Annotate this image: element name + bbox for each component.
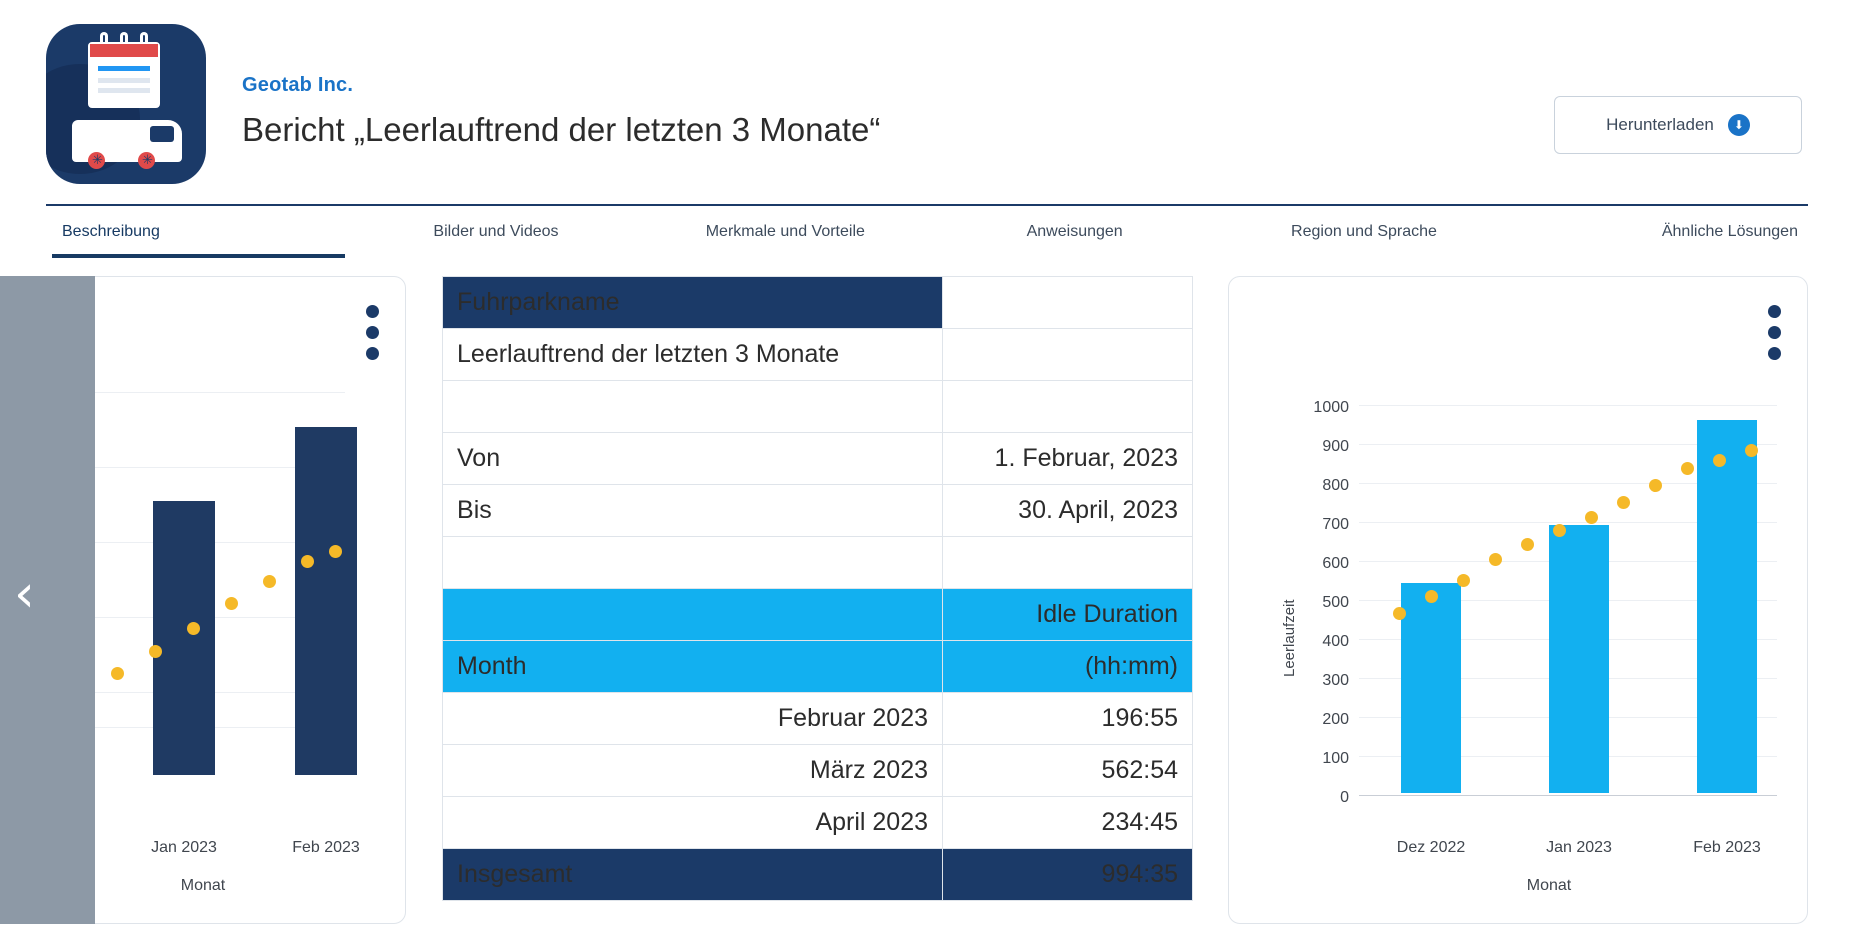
y-tick: 500 xyxy=(1322,594,1350,611)
x-axis-label: Dez 2022 xyxy=(1396,839,1466,856)
x-axis-label: Jan 2023 xyxy=(1546,839,1612,856)
y-tick: 400 xyxy=(1322,633,1350,650)
tab-bar xyxy=(46,204,1808,258)
metric-header-empty xyxy=(443,589,943,641)
trend-point xyxy=(1425,590,1438,603)
calendar-line xyxy=(98,78,150,83)
tab-label: Merkmale und Vorteile xyxy=(705,223,865,240)
table-row xyxy=(443,745,1193,797)
tab-beschreibung[interactable] xyxy=(46,206,351,258)
report-name-link[interactable]: Leerlauftrend der letzten 3 Monate xyxy=(443,329,943,381)
y-axis-title: Leerlaufzeit xyxy=(1281,599,1299,677)
page-header xyxy=(0,0,1854,196)
table-cell-empty xyxy=(943,329,1193,381)
tab-merkmale-und-vorteile[interactable] xyxy=(641,206,930,258)
table-header-empty xyxy=(943,277,1193,329)
trend-point xyxy=(1713,454,1726,467)
trend-point xyxy=(187,622,200,635)
x-axis-title: Monat xyxy=(1526,877,1572,894)
y-tick: 600 xyxy=(1322,555,1350,572)
trend-point xyxy=(1617,496,1630,509)
table-header-fuhrparkname: Fuhrparkname xyxy=(443,277,943,329)
table-row xyxy=(443,433,1193,485)
download-button-label: Herunterladen xyxy=(1606,115,1714,134)
trend-point xyxy=(1521,538,1534,551)
trend-point xyxy=(1489,553,1502,566)
y-tick: 700 xyxy=(1322,516,1350,533)
table-row xyxy=(443,589,1193,641)
total-label: Insgesamt xyxy=(443,849,943,901)
tab-label: Beschreibung xyxy=(62,223,160,240)
row-month: Februar 2023 xyxy=(443,693,943,745)
table-cell-empty xyxy=(443,381,943,433)
right-chart xyxy=(1229,277,1807,923)
trend-point xyxy=(263,575,276,588)
y-tick: 1000 xyxy=(1313,399,1350,416)
tab-label: Bilder und Videos xyxy=(433,223,559,240)
trend-point xyxy=(1649,479,1662,492)
row-duration: 234:45 xyxy=(943,797,1193,849)
table-row-total xyxy=(443,849,1193,901)
page-title: Bericht „Leerlauftrend der letzten 3 Monate“ xyxy=(242,111,881,148)
table-row xyxy=(443,693,1193,745)
row-duration: 562:54 xyxy=(943,745,1193,797)
label-bis: Bis xyxy=(443,485,943,537)
x-axis-label: Feb 2023 xyxy=(1693,839,1761,856)
trend-point xyxy=(111,667,124,680)
bar-jan-2023 xyxy=(1549,525,1609,793)
tab-region-und-sprache[interactable] xyxy=(1219,206,1508,258)
tab-bilder-und-videos[interactable] xyxy=(351,206,640,258)
axis-line xyxy=(1359,795,1777,796)
column-header-unit: (hh:mm) xyxy=(943,641,1193,693)
total-value: 994:35 xyxy=(943,849,1193,901)
van-icon xyxy=(72,120,182,167)
y-tick: 300 xyxy=(1322,672,1350,689)
snowflake-icon: ✳ xyxy=(142,152,153,167)
table-row xyxy=(443,277,1193,329)
table-cell-empty xyxy=(943,381,1193,433)
chart-card-right xyxy=(1228,276,1808,924)
trend-point xyxy=(1553,524,1566,537)
row-month: April 2023 xyxy=(443,797,943,849)
tab-label: Ähnliche Lösungen xyxy=(1661,223,1798,240)
table-cell-empty xyxy=(943,537,1193,589)
snowflake-icon: ✳ xyxy=(92,152,103,167)
bar-jan-2023 xyxy=(153,501,215,775)
x-axis-label: Jan 2023 xyxy=(151,839,217,856)
y-tick: 100 xyxy=(1322,750,1350,767)
tab-aehnliche-loesungen[interactable] xyxy=(1509,206,1808,258)
calendar-line xyxy=(98,88,150,93)
trend-point xyxy=(301,555,314,568)
table-row xyxy=(443,381,1193,433)
calendar-header-bar xyxy=(90,44,158,57)
bar-feb-2023 xyxy=(295,427,357,775)
trend-point xyxy=(1585,511,1598,524)
trend-point xyxy=(225,597,238,610)
trend-point xyxy=(329,545,342,558)
y-tick: 900 xyxy=(1322,438,1350,455)
download-icon: ⬇ xyxy=(1728,114,1750,136)
trend-point xyxy=(1393,607,1406,620)
table-row xyxy=(443,537,1193,589)
calendar-icon xyxy=(88,42,160,108)
van-window xyxy=(150,126,174,142)
content-area xyxy=(0,276,1854,924)
report-table xyxy=(442,276,1193,901)
x-axis-title: Monat xyxy=(180,877,226,894)
y-tick: 0 xyxy=(1340,789,1350,806)
trend-point xyxy=(149,645,162,658)
x-axis-label: Feb 2023 xyxy=(292,839,360,856)
y-tick: 800 xyxy=(1322,477,1350,494)
value-von: 1. Februar, 2023 xyxy=(943,433,1193,485)
y-tick: 200 xyxy=(1322,711,1350,728)
row-month: März 2023 xyxy=(443,745,943,797)
report-table-card xyxy=(442,276,1192,901)
tab-label: Anweisungen xyxy=(1026,223,1123,240)
column-header-month: Month xyxy=(443,641,943,693)
tab-anweisungen[interactable] xyxy=(930,206,1219,258)
title-block xyxy=(242,18,1554,149)
row-duration: 196:55 xyxy=(943,693,1193,745)
bar-feb-2023 xyxy=(1697,420,1757,793)
calendar-line xyxy=(98,66,150,71)
table-cell-empty xyxy=(443,537,943,589)
metric-header-idle-duration: Idle Duration xyxy=(943,589,1193,641)
calendar-van-app-icon xyxy=(46,24,206,184)
trend-point xyxy=(1681,462,1694,475)
trend-point xyxy=(1457,574,1470,587)
table-row xyxy=(443,797,1193,849)
bar-dez-2022 xyxy=(1401,583,1461,793)
table-row xyxy=(443,485,1193,537)
gridline xyxy=(1359,405,1777,406)
label-von: Von xyxy=(443,433,943,485)
download-button[interactable] xyxy=(1554,96,1802,154)
tab-label: Region und Sprache xyxy=(1291,223,1437,240)
vendor-name: Geotab Inc. xyxy=(242,74,354,96)
trend-point xyxy=(1745,444,1758,457)
table-row xyxy=(443,329,1193,381)
value-bis: 30. April, 2023 xyxy=(943,485,1193,537)
table-row xyxy=(443,641,1193,693)
chevron-left-icon[interactable]: ‹ xyxy=(14,564,35,624)
